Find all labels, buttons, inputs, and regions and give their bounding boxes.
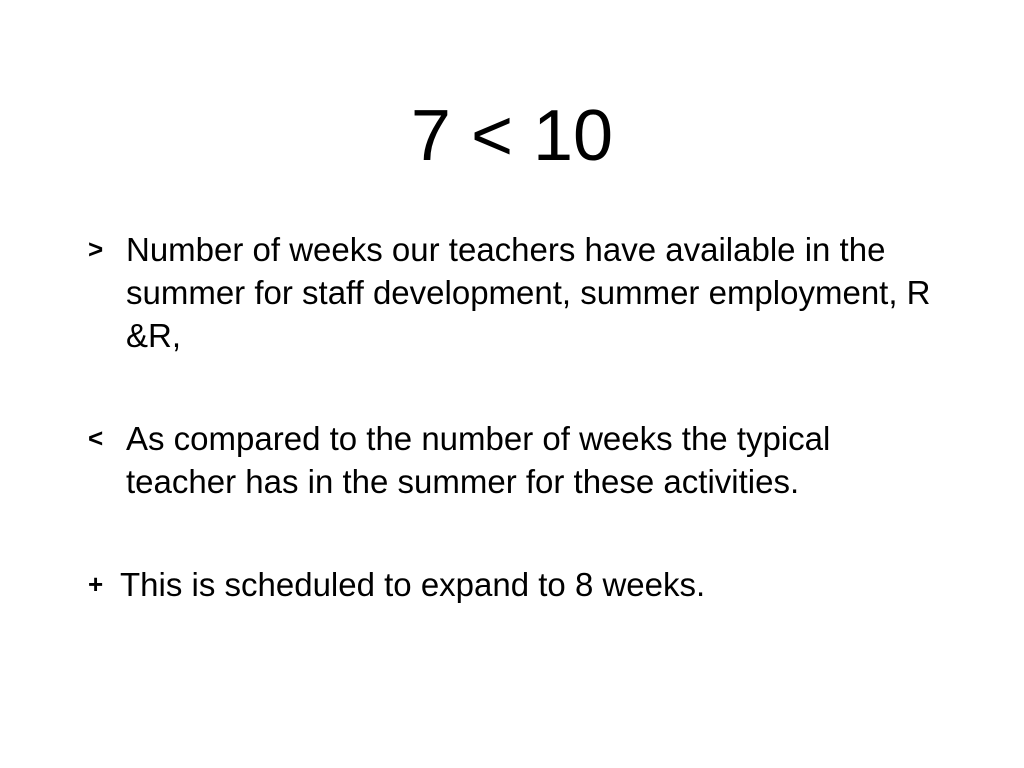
slide-title: 7 < 10 (410, 96, 614, 176)
list-item (88, 228, 948, 357)
list-item-text: As compared to the number of weeks the typical teacher has in the summer for these activities. (126, 420, 831, 500)
list-item (88, 563, 948, 606)
plus-bullet: + (88, 569, 104, 599)
list-item-text: Number of weeks our teachers have available in the summer for staff development, summer employment, R &R, (126, 231, 931, 354)
list-item (88, 417, 948, 503)
greater-than-bullet: > (88, 234, 104, 264)
slide-body (88, 228, 948, 666)
list-item-text: This is scheduled to expand to 8 weeks. (120, 566, 706, 603)
less-than-bullet: < (88, 423, 104, 453)
